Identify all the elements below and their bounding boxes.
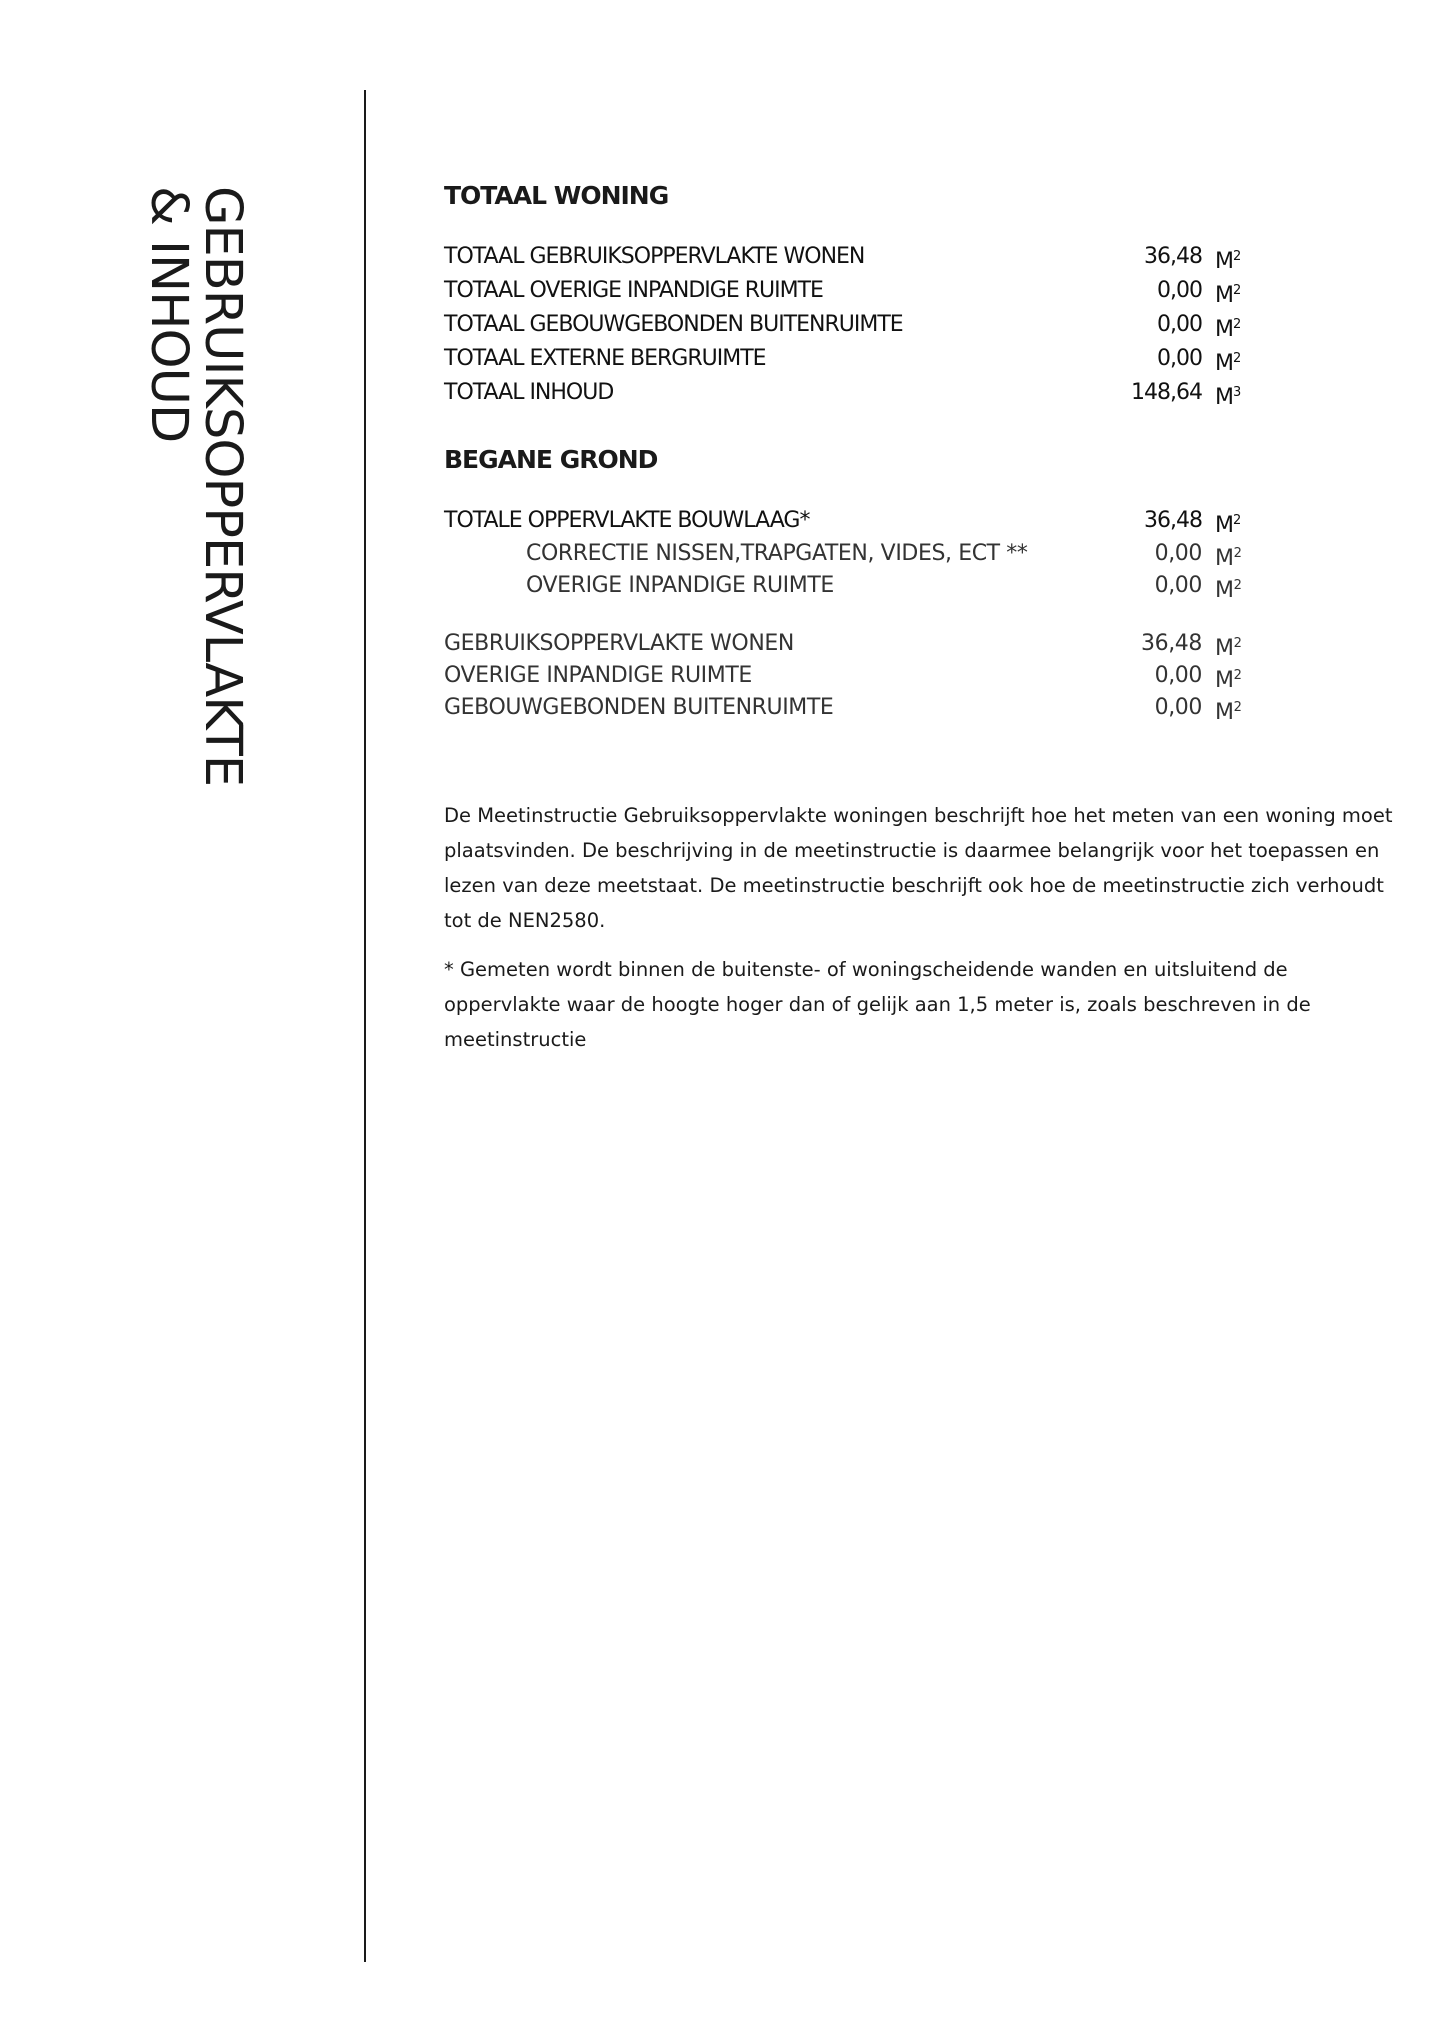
table-row [444,274,1404,308]
table-row [444,570,1404,602]
row-unit: $M^2$ [1215,317,1241,342]
begane-grond-table [444,504,1404,724]
row-unit: $M^2$ [1215,351,1241,376]
row-unit: $M^2$ [1215,546,1242,571]
row-label: TOTAAL INHOUD [444,380,614,405]
table-row [444,660,1404,692]
note-paragraph-meetinstructie: De Meetinstructie Gebruiksoppervlakte woningen beschrijft hoe het meten van een woning moet plaatsvinden. De beschrijving in de meetinstructie is daarmee belangrijk voor het toepassen en lezen van deze meetstaat. De meetinstructie beschrijft ook hoe de meetinstructie zich verhoudt tot de NEN2580. [444,804,1393,932]
row-unit: $M^2$ [1215,636,1242,661]
table-row [444,628,1404,660]
side-title-line-1: GEBRUIKSOPPERVLAKTE [193,186,252,787]
section-title-totaal-woning: TOTAAL WONING [444,181,669,210]
vertical-divider [364,90,366,1962]
row-label: OVERIGE INPANDIGE RUIMTE [526,573,834,598]
table-row [444,538,1404,570]
row-label: GEBOUWGEBONDEN BUITENRUIMTE [444,695,834,720]
row-value: 148,64 [1131,380,1202,405]
row-value: 36,48 [1144,508,1202,533]
row-value: 0,00 [1154,573,1202,598]
row-unit: $M^2$ [1215,668,1242,693]
row-value: 36,48 [1141,631,1202,656]
row-value: 0,00 [1154,695,1202,720]
main-content [444,176,1404,1071]
row-value: 0,00 [1157,312,1202,337]
row-label: TOTAAL GEBOUWGEBONDEN BUITENRUIMTE [444,312,903,337]
row-unit: $M^2$ [1215,700,1242,725]
row-label: TOTAAL EXTERNE BERGRUIMTE [444,346,766,371]
table-row [444,342,1404,376]
row-label: GEBRUIKSOPPERVLAKTE WONEN [444,631,794,656]
row-value: 0,00 [1154,663,1202,688]
table-row [444,376,1404,410]
row-label: CORRECTIE NISSEN,TRAPGATEN, VIDES, ECT ** [526,541,1028,566]
row-value: 0,00 [1157,346,1202,371]
section-title-begane-grond: BEGANE GROND [444,445,658,474]
row-unit: $M^2$ [1215,513,1241,538]
note-paragraph-footnote: * Gemeten wordt binnen de buitenste- of woningscheidende wanden en uitsluitend de oppervlakte waar de hoogte hoger dan of gelijk aan 1,5 meter is, zoals beschreven in de meetinstructie [444,958,1311,1051]
row-value: 36,48 [1144,244,1202,269]
row-label: TOTAAL OVERIGE INPANDIGE RUIMTE [444,278,823,303]
row-value: 0,00 [1157,278,1202,303]
row-label: OVERIGE INPANDIGE RUIMTE [444,663,752,688]
row-unit: $M^3$ [1215,385,1241,410]
table-row [444,240,1404,274]
side-title-line-2: & INHOUD [139,186,198,443]
row-label: TOTALE OPPERVLAKTE BOUWLAAG* [444,508,810,533]
side-title [139,186,252,1186]
totaal-woning-table [444,240,1404,410]
table-row-total [444,504,1404,538]
table-row [444,692,1404,724]
row-label: TOTAAL GEBRUIKSOPPERVLAKTE WONEN [444,244,865,269]
table-row [444,308,1404,342]
row-value: 0,00 [1154,541,1202,566]
row-unit: $M^2$ [1215,283,1241,308]
row-unit: $M^2$ [1215,249,1241,274]
row-unit: $M^2$ [1215,578,1242,603]
